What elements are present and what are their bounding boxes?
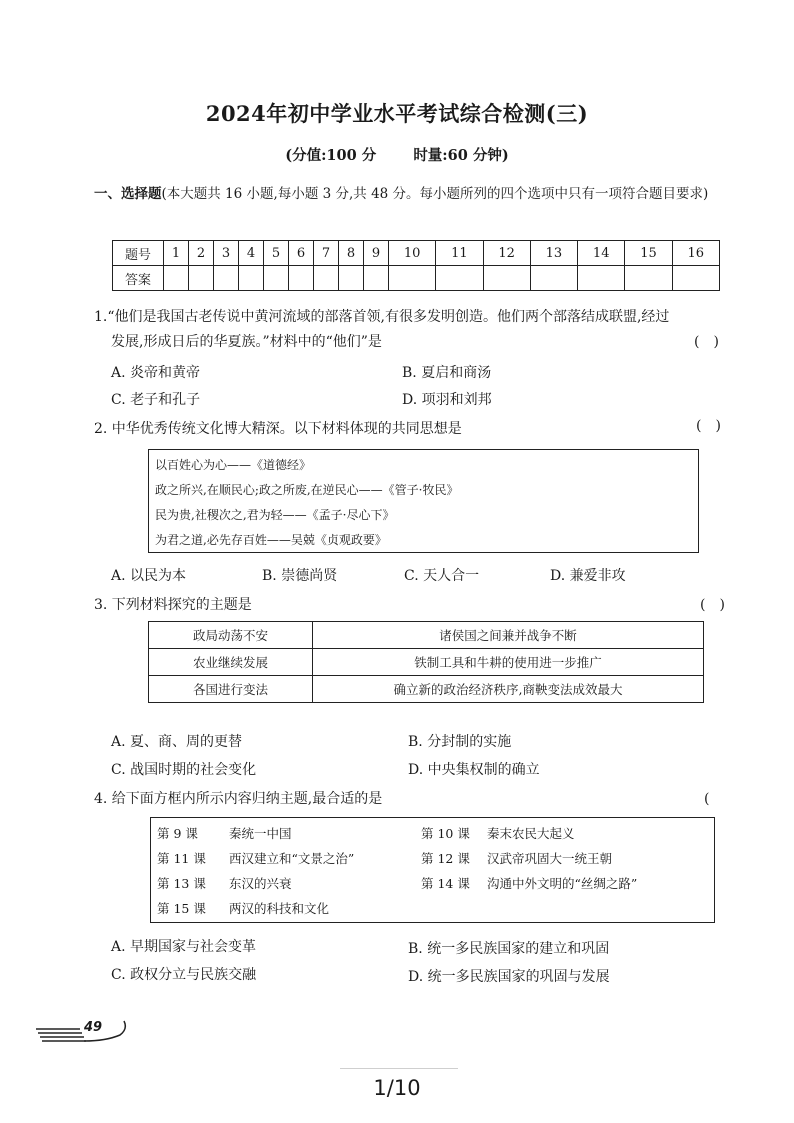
answer-number: 6 [289,241,314,266]
score-info: (分值:100 分 [285,147,377,164]
table-row [149,676,704,703]
answer-cell[interactable] [339,266,364,291]
book-page-number: 49 [84,1020,103,1035]
q3-material-table [148,621,704,703]
answer-number: 16 [672,241,719,266]
answer-number: 5 [264,241,289,266]
q3-option-c: C. 战国时期的社会变化 [111,762,257,778]
q4-lesson-box [150,817,715,923]
q4-lesson-name: 西汉建立和“文景之治” [229,851,355,866]
q4-lesson-name: 两汉的科技和文化 [229,901,330,916]
q2-quote: 为君之道,必先存百姓——吴兢《贞观政要》 [155,533,387,547]
q4-answer-paren: ( [704,791,710,807]
q2-quote: 民为贵,社稷次之,君为轻——《孟子·尽心下》 [155,508,395,522]
q4-lesson-number: 第 12 课 [421,851,470,866]
q2-option-c: C. 天人合一 [404,568,480,584]
answer-number: 7 [314,241,339,266]
q3-cell-topic: 政局动荡不安 [149,622,313,649]
q3-cell-topic: 各国进行变法 [149,676,313,703]
q4-lesson-number: 第 11 课 [157,851,206,866]
table-row [149,649,704,676]
answer-number: 8 [339,241,364,266]
q2-option-b: B. 崇德尚贤 [262,568,338,584]
q1-stem-line1: 1.“他们是我国古老传说中黄河流域的部落首领,有很多发明创造。他们两个部落结成联盟,经过 [94,309,670,325]
q1-option-d: D. 项羽和刘邦 [402,392,492,408]
q3-cell-topic: 农业继续发展 [149,649,313,676]
q4-lesson-number: 第 13 课 [157,876,206,891]
answer-table [112,240,720,291]
answer-cell[interactable] [672,266,719,291]
q2-answer-paren: ( ) [696,418,721,434]
answer-cell[interactable] [164,266,189,291]
q4-option-d: D. 统一多民族国家的巩固与发展 [408,969,610,985]
q1-stem-line2: 发展,形成日后的华夏族。”材料中的“他们”是 [111,334,382,350]
q4-option-a: A. 早期国家与社会变革 [111,939,257,955]
page-title: 2024年初中学业水平考试综合检测(三) [205,101,589,126]
answer-cell[interactable] [625,266,672,291]
q3-option-d: D. 中央集权制的确立 [408,762,540,778]
answer-cell[interactable] [264,266,289,291]
q4-lesson-name: 秦统一中国 [229,826,292,841]
answer-cell[interactable] [483,266,530,291]
answer-cell[interactable] [189,266,214,291]
answer-cell[interactable] [578,266,625,291]
page-indicator: 1/10 [373,1076,421,1100]
q3-option-a: A. 夏、商、周的更替 [111,734,243,750]
q3-cell-detail: 铁制工具和牛耕的使用进一步推广 [313,649,704,676]
q4-lesson-name: 沟通中外文明的“丝绸之路” [487,876,638,891]
q4-lesson-number: 第 9 课 [157,826,198,841]
answer-cell[interactable] [436,266,483,291]
answer-table-answer-row [113,266,720,291]
section-description: (本大题共 16 小题,每小题 3 分,共 48 分。每小题所列的四个选项中只有一项符合题目要求) [161,186,709,202]
q4-lesson-number: 第 15 课 [157,901,206,916]
table-row [149,622,704,649]
q2-stem: 2. 中华优秀传统文化博大精深。以下材料体现的共同思想是 [94,421,462,437]
q1-option-c: C. 老子和孔子 [111,392,201,408]
answer-cell[interactable] [214,266,239,291]
answer-cell[interactable] [364,266,389,291]
answer-number: 9 [364,241,389,266]
answer-table-label-answer: 答案 [113,266,164,291]
q4-lesson-name: 东汉的兴衰 [229,876,292,891]
answer-number: 11 [436,241,483,266]
q2-quote: 以百姓心为心——《道德经》 [155,458,312,472]
answer-table-number-row [113,241,720,266]
footer-divider [340,1068,458,1069]
answer-number: 13 [530,241,577,266]
section-title: 一、选择题 [94,186,162,202]
answer-cell[interactable] [239,266,264,291]
answer-number: 1 [164,241,189,266]
q3-answer-paren: ( ) [700,597,725,613]
book-page-mark [36,1015,132,1043]
time-info: 时量:60 分钟) [413,147,509,164]
section-heading [94,181,724,208]
q4-stem: 4. 给下面方框内所示内容归纳主题,最合适的是 [94,791,383,807]
q2-quote: 政之所兴,在顺民心;政之所废,在逆民心——《管子·牧民》 [155,483,459,497]
q2-option-d: D. 兼爱非攻 [550,568,626,584]
answer-number: 12 [483,241,530,266]
q1-answer-paren: ( ) [694,334,719,350]
q3-option-b: B. 分封制的实施 [408,734,512,750]
q3-cell-detail: 确立新的政治经济秩序,商鞅变法成效最大 [313,676,704,703]
answer-number: 3 [214,241,239,266]
answer-cell[interactable] [389,266,436,291]
q3-stem: 3. 下列材料探究的主题是 [94,597,252,613]
q4-lesson-name: 秦末农民大起义 [487,826,575,841]
q2-quote-box [148,449,699,553]
answer-cell[interactable] [314,266,339,291]
q2-option-a: A. 以民为本 [111,568,187,584]
answer-number: 2 [189,241,214,266]
q1-option-a: A. 炎帝和黄帝 [111,365,201,381]
answer-table-label-number: 题号 [113,241,164,266]
answer-number: 4 [239,241,264,266]
q1-option-b: B. 夏启和商汤 [402,365,492,381]
answer-cell[interactable] [289,266,314,291]
answer-cell[interactable] [530,266,577,291]
q4-lesson-number: 第 14 课 [421,876,470,891]
q4-option-b: B. 统一多民族国家的建立和巩固 [408,941,610,957]
q4-lesson-name: 汉武帝巩固大一统王朝 [487,851,613,866]
answer-number: 15 [625,241,672,266]
q4-lesson-number: 第 10 课 [421,826,470,841]
q4-option-c: C. 政权分立与民族交融 [111,967,257,983]
answer-number: 14 [578,241,625,266]
exam-info [0,144,794,165]
answer-number: 10 [389,241,436,266]
q3-cell-detail: 诸侯国之间兼并战争不断 [313,622,704,649]
